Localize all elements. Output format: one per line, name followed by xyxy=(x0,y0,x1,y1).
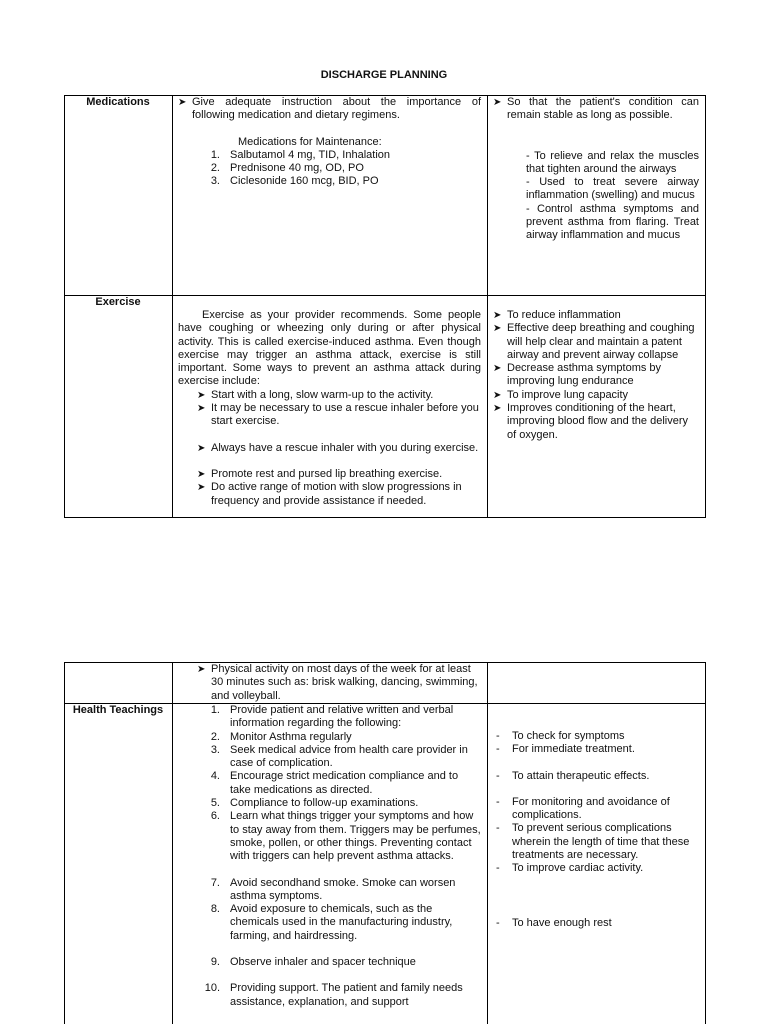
list-number: 9. xyxy=(210,956,220,969)
list-item: ➤ Decrease asthma symptoms by improving lung endurance xyxy=(493,362,699,389)
rationale-list xyxy=(493,730,699,757)
list-text: Prednisone 40 mg, OD, PO xyxy=(230,162,364,175)
teachings-list xyxy=(178,704,481,864)
list-item: ➤ Start with a long, slow warm-up to the activity. xyxy=(197,389,481,402)
list-number: 7. xyxy=(210,876,220,889)
list-item: - To check for symptoms xyxy=(493,730,699,743)
list-item: ➤ To improve lung capacity xyxy=(493,389,699,402)
exercise-tips xyxy=(178,389,481,429)
maintenance-heading: Medications for Maintenance: xyxy=(238,135,382,148)
list-text: Monitor Asthma regularly xyxy=(230,730,352,743)
list-item: ➤ Improves conditioning of the heart, improving blood flow and the delivery of oxygen. xyxy=(493,402,699,442)
list-item: - To attain therapeutic effects. xyxy=(493,770,699,783)
list-text: Ciclesonide 160 mcg, BID, PO xyxy=(230,175,379,188)
health-teachings-content xyxy=(173,704,488,1024)
list-text: Seek medical advice from health care provider in case of complication. xyxy=(230,743,468,770)
list-item xyxy=(204,982,481,1009)
list-number: 3. xyxy=(210,175,220,188)
rationale-text: - Used to treat severe airway inflammation (swelling) and mucus xyxy=(526,176,699,202)
list-number: 5. xyxy=(210,797,220,810)
medications-row xyxy=(65,96,706,296)
list-number: 10. xyxy=(204,982,220,995)
teachings-list xyxy=(178,877,481,943)
list-text: Avoid exposure to chemicals, such as the chemicals used in the manufacturing industry, farming, and hairdressing. xyxy=(230,903,453,942)
row-label xyxy=(65,663,173,704)
list-item: ➤ It may be necessary to use a rescue inhaler before you start exercise. xyxy=(197,402,481,429)
medications-instructions xyxy=(178,96,481,123)
list-number: 4. xyxy=(210,770,220,783)
exercise-intro: Exercise as your provider recommends. Some people have coughing or wheezing only during or after physical activity. This is called exercise-induced asthma. Even though exercise may trigger an asthma attack, exercise is still important. Some ways to prevent an asthma attack during exercise include: xyxy=(178,309,481,388)
list-number: 2. xyxy=(210,730,220,743)
exercise-tips xyxy=(178,442,481,455)
continuation-list xyxy=(178,663,481,703)
list-item xyxy=(210,810,481,863)
list-item: ➤ Give adequate instruction about the importance of following medication and dietary regimens. xyxy=(178,96,481,123)
row-label: Exercise xyxy=(65,296,173,518)
rationale-text: - Control asthma symptoms and prevent asthma from flaring. Treat airway inflammation and mucus xyxy=(526,202,699,242)
list-item: ➤ So that the patient's condition can remain stable as long as possible. xyxy=(493,96,699,123)
list-item: - To prevent serious complications wherein the length of time that these treatments are necessary. xyxy=(493,822,699,862)
list-item: ➤ Promote rest and pursed lip breathing exercise. xyxy=(197,468,481,481)
exercise-rationale-list xyxy=(493,309,699,442)
discharge-table-continued xyxy=(64,662,706,1024)
list-number: 1. xyxy=(210,148,220,161)
medication-list xyxy=(178,149,481,189)
list-item xyxy=(210,956,481,969)
rationale-list xyxy=(493,917,699,930)
exercise-content xyxy=(173,296,488,518)
medications-rationale-list xyxy=(493,150,699,243)
row-label: Health Teachings xyxy=(65,704,173,1024)
continuation-rationale xyxy=(488,663,706,704)
medications-rationale xyxy=(488,96,706,296)
medications-content xyxy=(173,96,488,296)
list-number: 3. xyxy=(210,743,220,756)
list-number: 1. xyxy=(210,704,220,716)
list-item: ➤ Physical activity on most days of the week for at least 30 minutes such as: brisk walking, dancing, swimming, and volleyball. xyxy=(197,663,481,703)
list-text: Provide patient and relative written and verbal information regarding the following: xyxy=(230,704,454,730)
exercise-rationale xyxy=(488,296,706,518)
list-item: ➤ To reduce inflammation xyxy=(493,309,699,322)
continuation-row xyxy=(65,663,706,704)
list-item xyxy=(210,704,481,731)
exercise-tips xyxy=(178,468,481,508)
rationale-list xyxy=(493,796,699,876)
list-item xyxy=(210,730,481,744)
list-number: 8. xyxy=(210,903,220,916)
row-label: Medications xyxy=(65,96,173,296)
list-number: 6. xyxy=(210,810,220,823)
discharge-table xyxy=(64,95,706,518)
list-text: Compliance to follow-up examinations. xyxy=(230,797,419,810)
list-item xyxy=(210,162,481,175)
rationale-main-list xyxy=(493,96,699,123)
health-teachings-rationale xyxy=(488,704,706,1024)
list-item: ➤ Always have a rescue inhaler with you during exercise. xyxy=(197,442,481,455)
list-number: 2. xyxy=(210,162,220,175)
list-item xyxy=(210,797,481,810)
list-text: Observe inhaler and spacer technique xyxy=(230,956,416,969)
list-text: Providing support. The patient and family needs assistance, explanation, and support xyxy=(230,982,463,1008)
exercise-row xyxy=(65,296,706,518)
list-item: - To have enough rest xyxy=(493,917,699,930)
list-item: - For immediate treatment. xyxy=(493,743,699,756)
rationale-text: - To relieve and relax the muscles that tighten around the airways xyxy=(526,149,699,175)
page-title: DISCHARGE PLANNING xyxy=(320,69,448,81)
list-item xyxy=(210,743,481,771)
list-item: - For monitoring and avoidance of complications. xyxy=(493,796,699,823)
teachings-list xyxy=(178,956,481,969)
list-item xyxy=(210,876,481,904)
list-item xyxy=(210,770,481,797)
list-text: Salbutamol 4 mg, TID, Inhalation xyxy=(230,148,390,161)
teachings-list xyxy=(178,982,481,1009)
list-item: ➤ Effective deep breathing and coughing will help clear and maintain a patent airway and prevent airway collapse xyxy=(493,322,699,362)
list-item: - To improve cardiac activity. xyxy=(493,862,699,875)
list-text: Learn what things trigger your symptoms and how to stay away from them. Triggers may be perfumes, smoke, pollen, or other things. Preventing contact with triggers can help prevent asthma attacks. xyxy=(230,810,481,863)
list-item xyxy=(210,175,481,188)
health-teachings-row xyxy=(65,704,706,1024)
list-text: Avoid secondhand smoke. Smoke can worsen asthma symptoms. xyxy=(230,876,456,902)
rationale-list xyxy=(493,770,699,783)
continuation-content xyxy=(173,663,488,704)
list-item xyxy=(210,148,481,162)
list-item: ➤ Do active range of motion with slow progressions in frequency and provide assistance if needed. xyxy=(197,481,481,508)
list-item xyxy=(210,903,481,943)
list-text: Encourage strict medication compliance and to take medications as directed. xyxy=(230,770,459,796)
